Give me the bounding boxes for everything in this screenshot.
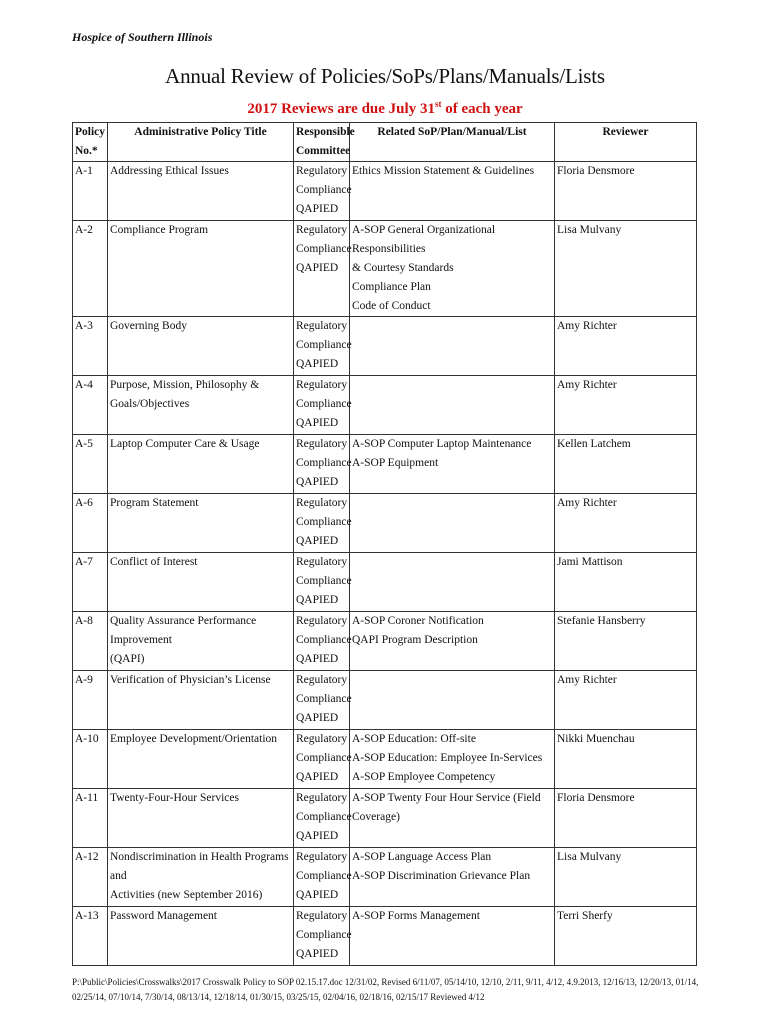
policy-number-cell: A-2: [73, 221, 108, 317]
policy-number-cell: A-3: [73, 317, 108, 376]
reviewer-cell: Floria Densmore: [555, 789, 697, 848]
committee-cell: Regulatory Compliance QAPIED: [294, 789, 350, 848]
policy-number-cell: A-5: [73, 435, 108, 494]
policy-title-cell: Quality Assurance Performance Improvement (QAPI): [108, 612, 294, 671]
table-row: [73, 553, 697, 612]
table-row: [73, 671, 697, 730]
table-row: [73, 789, 697, 848]
policy-table: [72, 122, 697, 966]
related-documents-cell: [350, 317, 555, 376]
reviewer-cell: Floria Densmore: [555, 162, 697, 221]
committee-cell: Regulatory Compliance QAPIED: [294, 671, 350, 730]
committee-cell: Regulatory Compliance QAPIED: [294, 553, 350, 612]
policy-title-cell: Laptop Computer Care & Usage: [108, 435, 294, 494]
table-row: [73, 317, 697, 376]
policy-number-cell: A-6: [73, 494, 108, 553]
committee-cell: Regulatory Compliance QAPIED: [294, 494, 350, 553]
policy-title-cell: Employee Development/Orientation: [108, 730, 294, 789]
policy-number-cell: A-1: [73, 162, 108, 221]
committee-cell: Regulatory Compliance QAPIED: [294, 907, 350, 966]
related-documents-cell: A-SOP Twenty Four Hour Service (Field Coverage): [350, 789, 555, 848]
policy-title-cell: Compliance Program: [108, 221, 294, 317]
column-header-reviewer: Reviewer: [555, 123, 697, 162]
policy-title-cell: Addressing Ethical Issues: [108, 162, 294, 221]
column-header-related: Related SoP/Plan/Manual/List: [350, 123, 555, 162]
reviewer-cell: Jami Mattison: [555, 553, 697, 612]
related-documents-cell: A-SOP Coroner Notification QAPI Program Description: [350, 612, 555, 671]
policy-number-cell: A-11: [73, 789, 108, 848]
policy-title-cell: Verification of Physician’s License: [108, 671, 294, 730]
table-row: [73, 494, 697, 553]
table-row: [73, 612, 697, 671]
related-documents-cell: A-SOP Computer Laptop Maintenance A-SOP Equipment: [350, 435, 555, 494]
table-header-row: [73, 123, 697, 162]
related-documents-cell: [350, 671, 555, 730]
table-row: [73, 221, 697, 317]
reviewer-cell: Terri Sherfy: [555, 907, 697, 966]
table-row: [73, 730, 697, 789]
policy-title-cell: Conflict of Interest: [108, 553, 294, 612]
reviewer-cell: Lisa Mulvany: [555, 848, 697, 907]
policy-title-cell: Twenty-Four-Hour Services: [108, 789, 294, 848]
policy-number-cell: A-13: [73, 907, 108, 966]
policy-title-cell: Password Management: [108, 907, 294, 966]
reviewer-cell: Stefanie Hansberry: [555, 612, 697, 671]
committee-cell: Regulatory Compliance QAPIED: [294, 376, 350, 435]
column-header-policy-no: Policy No.*: [73, 123, 108, 162]
table-row: [73, 848, 697, 907]
committee-cell: Regulatory Compliance QAPIED: [294, 162, 350, 221]
reviewer-cell: Amy Richter: [555, 494, 697, 553]
table-row: [73, 162, 697, 221]
related-documents-cell: [350, 376, 555, 435]
related-documents-cell: A-SOP General Organizational Responsibilities & Courtesy Standards Compliance Plan Code of Conduct: [350, 221, 555, 317]
committee-cell: Regulatory Compliance QAPIED: [294, 730, 350, 789]
policy-number-cell: A-4: [73, 376, 108, 435]
subtitle-text-end: of each year: [441, 101, 523, 117]
policy-number-cell: A-9: [73, 671, 108, 730]
table-row: [73, 435, 697, 494]
policy-number-cell: A-10: [73, 730, 108, 789]
policy-number-cell: A-12: [73, 848, 108, 907]
related-documents-cell: A-SOP Education: Off-site A-SOP Education: Employee In-Services A-SOP Employee Competency: [350, 730, 555, 789]
related-documents-cell: A-SOP Forms Management: [350, 907, 555, 966]
reviewer-cell: Lisa Mulvany: [555, 221, 697, 317]
table-row: [73, 907, 697, 966]
reviewer-cell: Nikki Muenchau: [555, 730, 697, 789]
policy-title-cell: Purpose, Mission, Philosophy & Goals/Objectives: [108, 376, 294, 435]
related-documents-cell: Ethics Mission Statement & Guidelines: [350, 162, 555, 221]
file-path-footer: P:\Public\Policies\Crosswalks\2017 Crosswalk Policy to SOP 02.15.17.doc 12/31/02, Revised 6/11/07, 05/14/10, 12/10, 2/11, 9/11, 4/12, 4.9.2013, 12/16/13, 12/20/13, 01/14, 02/25/14, 07/10/14, 7/30/14, 08/13/14, 12/18/14, 01/30/15, 03/25/15, 02/04/16, 02/18/16, 02/15/17 Reviewed 4/12: [72, 977, 699, 1002]
subtitle-text: 2017 Reviews are due July 31: [247, 101, 435, 117]
policy-number-cell: A-8: [73, 612, 108, 671]
policy-title-cell: Nondiscrimination in Health Programs and Activities (new September 2016): [108, 848, 294, 907]
subtitle-superscript: st: [434, 99, 442, 109]
table-row: [73, 376, 697, 435]
document-title: Annual Review of Policies/SoPs/Plans/Manuals/Lists: [165, 64, 605, 88]
reviewer-cell: Amy Richter: [555, 671, 697, 730]
committee-cell: Regulatory Compliance QAPIED: [294, 221, 350, 317]
committee-cell: Regulatory Compliance QAPIED: [294, 317, 350, 376]
committee-cell: Regulatory Compliance QAPIED: [294, 848, 350, 907]
policy-title-cell: Governing Body: [108, 317, 294, 376]
related-documents-cell: A-SOP Language Access Plan A-SOP Discrimination Grievance Plan: [350, 848, 555, 907]
reviewer-cell: Amy Richter: [555, 317, 697, 376]
document-subtitle: [0, 99, 770, 118]
column-header-title: Administrative Policy Title: [108, 123, 294, 162]
policy-title-cell: Program Statement: [108, 494, 294, 553]
reviewer-cell: Amy Richter: [555, 376, 697, 435]
related-documents-cell: [350, 553, 555, 612]
policy-number-cell: A-7: [73, 553, 108, 612]
related-documents-cell: [350, 494, 555, 553]
committee-cell: Regulatory Compliance QAPIED: [294, 612, 350, 671]
committee-cell: Regulatory Compliance QAPIED: [294, 435, 350, 494]
reviewer-cell: Kellen Latchem: [555, 435, 697, 494]
organization-header: Hospice of Southern Illinois: [72, 30, 213, 44]
column-header-committee: Responsible Committee: [294, 123, 350, 162]
